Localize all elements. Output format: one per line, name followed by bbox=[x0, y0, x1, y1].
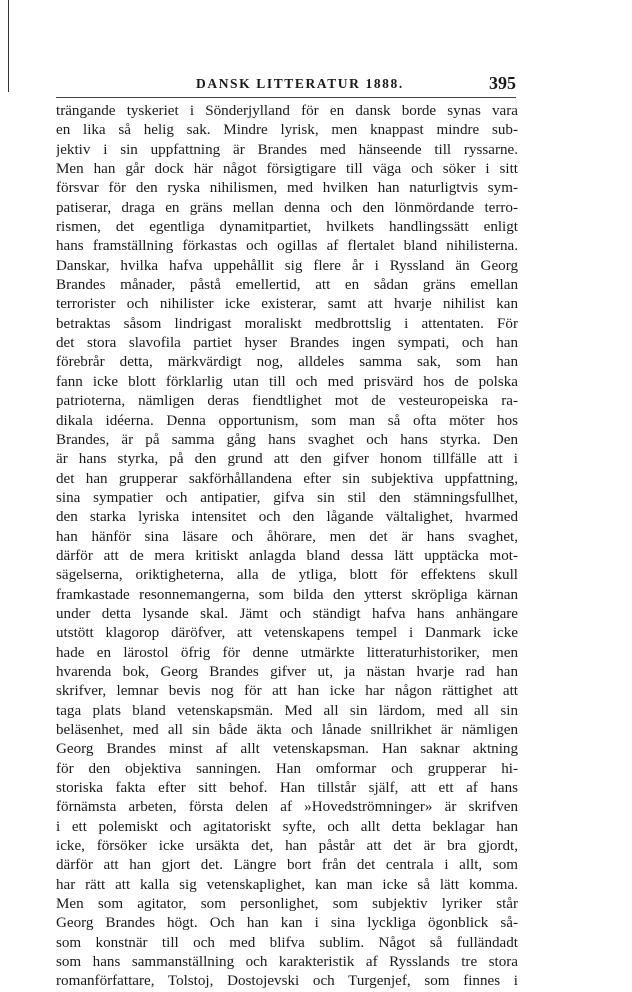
text-line: dikala idéerna. Denna opportunism, som man så ofta möter hos bbox=[56, 412, 518, 429]
running-title: DANSK LITTERATUR 1888. bbox=[196, 76, 404, 91]
text-line: i ett polemiskt och agitatoriskt syfte, och allt detta beklagar han bbox=[56, 818, 518, 835]
text-line: icke, försöker icke ursäkta det, han påstår att det är bra gjordt, bbox=[56, 838, 518, 855]
text-line: Brandes månader, påstå emellertid, att en sådan gräns emellan bbox=[56, 277, 518, 294]
text-line: jektiv i sin uppfattning är Brandes med hänseende till ryssarne. bbox=[56, 141, 518, 158]
text-line: förebrår detta, märkvärdigt nog, alldeles samma sak, som han bbox=[56, 354, 518, 371]
text-line: under detta lysande skal. Jämt och ständigt hafva hans anhängare bbox=[56, 605, 518, 622]
text-line: är hans styrka, på den grund att den gifver honom tillfälle att i bbox=[56, 451, 518, 468]
text-line: Men som agitator, som personlighet, som subjektiv lyriker står bbox=[56, 896, 518, 913]
text-line: det stora slavofila partiet hyser Brandes ingen sympati, och han bbox=[56, 335, 518, 352]
text-line: sina sympatier och antipatier, gifva sin stil den stämningsfullhet, bbox=[56, 489, 518, 506]
text-line: sägelserna, oriktigheterna, alla de ytliga, blott för effektens skull bbox=[56, 567, 518, 584]
text-line: Georg Brandes minst af allt vetenskapsman. Han saknar aktning bbox=[56, 741, 518, 758]
text-line: därför att de mera kritiskt anlagda bland dessa lätt upptäcka mot- bbox=[56, 547, 518, 564]
text-line: hvarenda bok, Georg Brandes gifver ut, ja nästan hvarje rad han bbox=[56, 663, 518, 680]
text-line: romanförfattare, Tolstoj, Dostojevski och Turgenjef, som finnes i bbox=[56, 973, 518, 990]
text-line: en lika så helig sak. Mindre lyrisk, men knappast mindre sub- bbox=[56, 122, 518, 139]
text-line: storiska fakta efter sitt behof. Han tillstår själf, att ett af hans bbox=[56, 780, 518, 797]
text-line: terrorister och nihilister icke existerar, samt att hvarje nihilist kan bbox=[56, 296, 518, 313]
text-line: därför att han gjort det. Längre bort från det centrala i allt, som bbox=[56, 857, 518, 874]
text-line: försvar för den ryska nihilismen, med hvilken han naturligtvis sym- bbox=[56, 180, 518, 197]
text-line: beläsenhet, med all sin både äkta och lånade snillrikhet är nämligen bbox=[56, 722, 518, 738]
text-line: patrioterna, nämligen deras fiendtlighet mot de vesteuropeiska ra- bbox=[56, 393, 518, 410]
text-line: Brandes, är på samma gång hans svaghet och hans styrka. Den bbox=[56, 431, 518, 448]
text-line: har rätt att kalla sig vetenskaplighet, kan man icke så lätt komma. bbox=[56, 876, 518, 893]
text-line: Georg Brandes högt. Och han kan i sina lyckliga ögonblick så- bbox=[56, 915, 518, 932]
text-line: skrifver, lemnar bevis nog för att han icke har någon rättighet att bbox=[56, 683, 518, 700]
text-line: det han grupperar sakförhållandena efter sin subjektiva uppfattning, bbox=[56, 470, 518, 487]
text-line: framkastade resonnemangerna, som bilda den ytterst skröpliga kärnan bbox=[56, 586, 518, 603]
text-line: för den objektiva sanningen. Han omformar och grupperar hi- bbox=[56, 760, 518, 777]
text-line: hans framställning förkastas och ogillas af flertalet bland nihilisterna. bbox=[56, 238, 518, 255]
text-line: hade en lärostol öfrig för denne utmärkte litteraturhistoriker, men bbox=[56, 644, 518, 661]
text-line: som konstnär till och med blifva sublim. Något så fulländadt bbox=[56, 934, 518, 951]
body-text bbox=[56, 102, 518, 992]
text-line: fann icke blott förklarlig utan till och med prisvärd hos de polska bbox=[56, 373, 518, 390]
text-line: han hänför sina läsare och åhörare, men det är hans svaghet, bbox=[56, 528, 518, 545]
running-header bbox=[56, 73, 516, 98]
header-rule bbox=[56, 97, 516, 98]
text-line: som hans sammanställning och karakteristik af Rysslands tre stora bbox=[56, 954, 518, 971]
text-line: Danskar, hvilka hafva uppehållit sig flere år i Ryssland än Georg bbox=[56, 257, 518, 274]
text-line: betraktas såsom lindrigast moraliskt medbrottslig i attentaten. För bbox=[56, 315, 518, 332]
page-number: 395 bbox=[489, 73, 516, 93]
text-line: patiserar, draga en gräns mellan denna och den lönmördande terro- bbox=[56, 199, 518, 216]
text-line: den starka lyriska intensitet och den lågande vältalighet, hvarmed bbox=[56, 509, 518, 526]
page-edge-line bbox=[8, 0, 9, 92]
text-line: trängande tyskeriet i Sönderjylland för en dansk borde synas vara bbox=[56, 103, 518, 119]
text-line: rismen, det egentliga dynamitpartiet, hvilkets handlingssätt enligt bbox=[56, 219, 518, 236]
text-line: förnämsta arbeten, första delen af »Hovedströmninger» är skrifven bbox=[56, 799, 518, 816]
text-line: utstött klagorop däröfver, att vetenskapens tempel i Danmark icke bbox=[56, 625, 518, 642]
text-line: Men han går dock här något försigtigare till väga och söker i sitt bbox=[56, 161, 518, 178]
text-line: taga plats bland vetenskapsmän. Med all sin lärdom, med all sin bbox=[56, 702, 518, 719]
